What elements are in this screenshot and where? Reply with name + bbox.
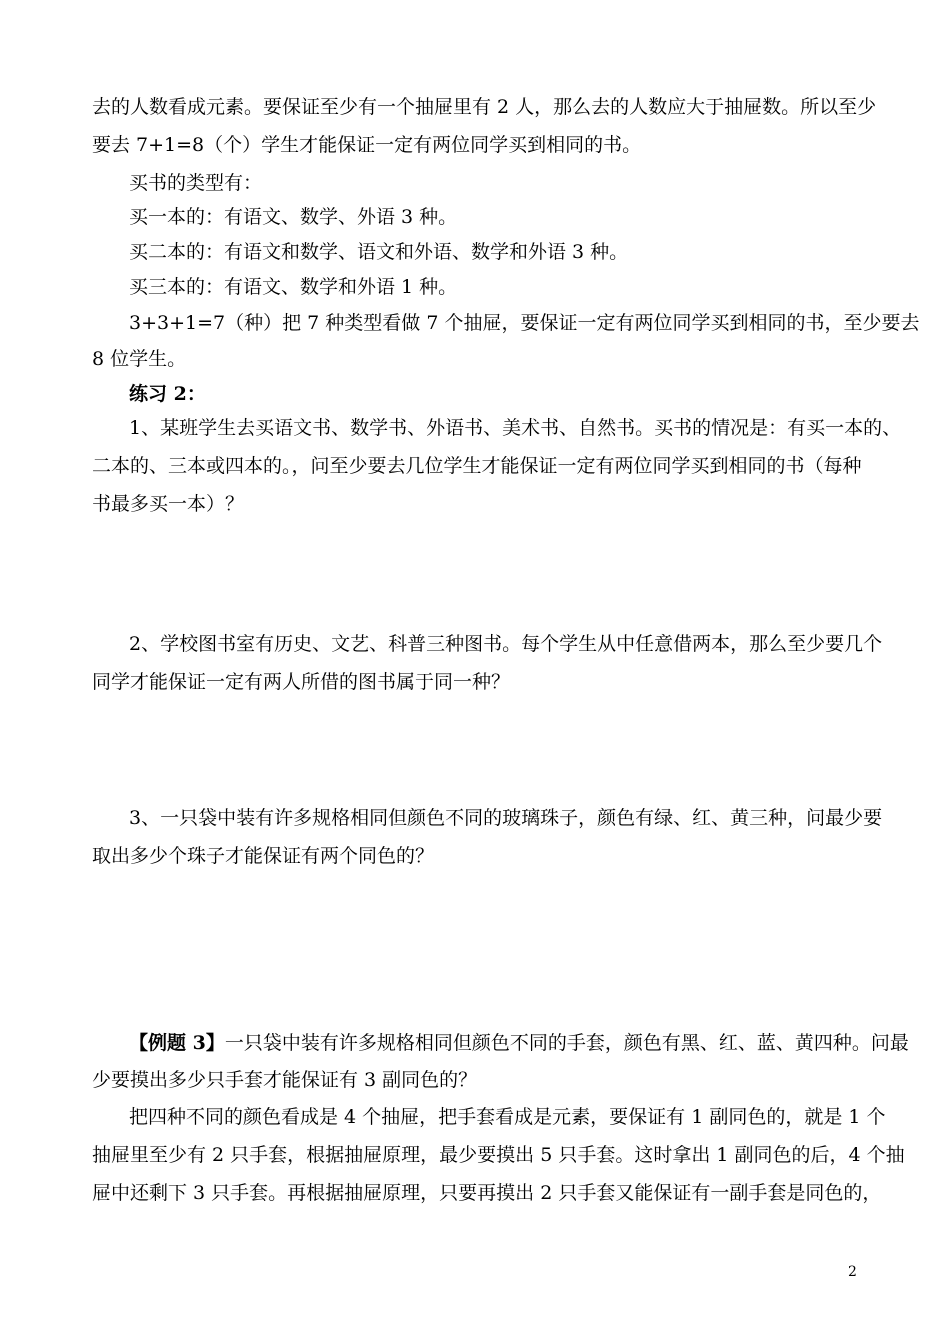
- example-3-line-2: 少要摸出多少只手套才能保证有 3 副同色的？: [92, 1069, 478, 1091]
- book-types-one: 买一本的：有语文、数学、外语 3 种。: [129, 206, 458, 228]
- exercise-2-q2-line-1: 2、学校图书室有历史、文艺、科普三种图书。每个学生从中任意借两本，那么至少要几个: [129, 633, 883, 655]
- exercise-2-q2-line-2: 同学才能保证一定有两人所借的图书属于同一种？: [92, 671, 511, 693]
- example-3-line-3: 把四种不同的颜色看成是 4 个抽屉，把手套看成是元素，要保证有 1 副同色的，就是 1 个: [129, 1106, 886, 1128]
- intro-line-2: 要去 7+1=8（个）学生才能保证一定有两位同学买到相同的书。: [92, 134, 642, 156]
- book-types-conclusion-2: 8 位学生。: [92, 348, 187, 370]
- book-types-three: 买三本的：有语文、数学和外语 1 种。: [129, 276, 458, 298]
- exercise-2-q1-line-2: 二本的、三本或四本的。，问至少要去几位学生才能保证一定有两位同学买到相同的书（每种: [92, 455, 862, 477]
- book-types-conclusion-1: 3+3+1=7（种）把 7 种类型看做 7 个抽屉，要保证一定有两位同学买到相同的书，至少要去: [129, 312, 920, 334]
- example-3-line-5: 屉中还剩下 3 只手套。再根据抽屉原理，只要再摸出 2 只手套又能保证有一副手套是同色的，: [92, 1182, 882, 1204]
- exercise-2-q1-line-3: 书最多买一本）？: [92, 493, 245, 515]
- example-3-label: 【例题 3】: [129, 1032, 225, 1054]
- intro-line-1: 去的人数看成元素。要保证至少有一个抽屉里有 2 人，那么去的人数应大于抽屉数。所以至少: [92, 96, 877, 118]
- exercise-2-q1-line-1: 1、某班学生去买语文书、数学书、外语书、美术书、自然书。买书的情况是：有买一本的、: [129, 417, 902, 439]
- book-types-two: 买二本的：有语文和数学、语文和外语、数学和外语 3 种。: [129, 241, 629, 263]
- exercise-2-title: 练习 2：: [129, 383, 206, 405]
- page-number: 2: [848, 1264, 857, 1280]
- example-3-line-1: [129, 1031, 909, 1055]
- exercise-2-q3-line-2: 取出多少个珠子才能保证有两个同色的？: [92, 845, 435, 867]
- exercise-2-q3-line-1: 3、一只袋中装有许多规格相同但颜色不同的玻璃珠子，颜色有绿、红、黄三种，问最少要: [129, 807, 883, 829]
- example-3-line-1-text: 一只袋中装有许多规格相同但颜色不同的手套，颜色有黑、红、蓝、黄四种。问最: [224, 1032, 909, 1054]
- example-3-line-4: 抽屉里至少有 2 只手套，根据抽屉原理，最少要摸出 5 只手套。这时拿出 1 副同色的后，4 个抽: [92, 1144, 905, 1166]
- book-types-heading: 买书的类型有：: [129, 172, 263, 194]
